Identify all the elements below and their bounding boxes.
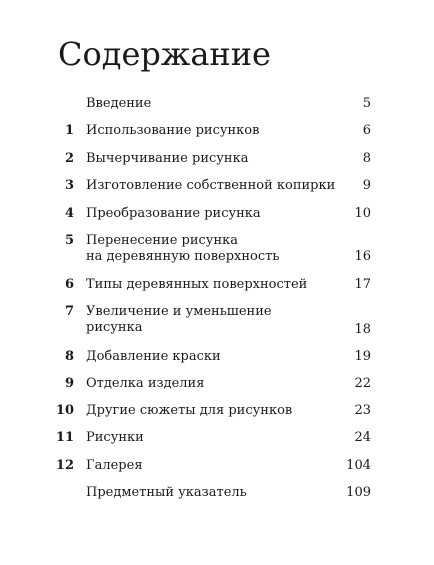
chapter-number: 6 xyxy=(64,277,74,292)
chapter-title xyxy=(86,304,346,336)
chapter-title-line: Перенесение рисунка xyxy=(86,233,238,248)
chapter-title-line: Типы деревянных поверхностей xyxy=(86,277,308,292)
page-number: 10 xyxy=(354,206,371,221)
page-number: 23 xyxy=(354,403,371,418)
chapter-title-line: Использование рисунков xyxy=(86,123,260,138)
chapter-number: 7 xyxy=(64,304,74,319)
page-number: 104 xyxy=(346,458,371,473)
page-number: 109 xyxy=(346,485,371,500)
page-number: 17 xyxy=(354,277,371,292)
chapter-title xyxy=(86,151,346,167)
chapter-title-line: Увеличение и уменьшение xyxy=(86,304,272,319)
page-number: 19 xyxy=(354,349,371,364)
chapter-number: 2 xyxy=(64,151,74,166)
chapter-title xyxy=(86,233,346,265)
chapter-title xyxy=(86,349,346,365)
page-number: 8 xyxy=(362,151,371,166)
page-number: 22 xyxy=(354,376,371,391)
chapter-number: 5 xyxy=(64,233,74,248)
chapter-number: 4 xyxy=(64,206,74,221)
chapter-title-line: на деревянную поверхность xyxy=(86,249,280,264)
chapter-title-line: Изготовление собственной копирки xyxy=(86,178,336,193)
page-number: 24 xyxy=(354,430,371,445)
page-number: 5 xyxy=(362,96,371,111)
chapter-title-line: Предметный указатель xyxy=(86,485,247,500)
chapter-title-line: Другие сюжеты для рисунков xyxy=(86,403,293,418)
chapter-number: 12 xyxy=(55,458,74,473)
chapter-number: 1 xyxy=(64,123,74,138)
chapter-title-line: Преобразование рисунка xyxy=(86,206,261,221)
chapter-title xyxy=(86,123,346,139)
chapter-title xyxy=(86,458,346,474)
page-number: 6 xyxy=(362,123,371,138)
chapter-title xyxy=(86,485,346,501)
chapter-number: 9 xyxy=(64,376,74,391)
chapter-number: 10 xyxy=(55,403,74,418)
page-title: Содержание xyxy=(58,35,271,73)
chapter-title-line: рисунка xyxy=(86,320,143,335)
chapter-title xyxy=(86,403,346,419)
chapter-title-line: Отделка изделия xyxy=(86,376,205,391)
chapter-title-line: Добавление краски xyxy=(86,349,221,364)
page-number: 18 xyxy=(354,322,371,337)
chapter-title xyxy=(86,96,346,112)
page-number: 9 xyxy=(362,178,371,193)
chapter-title-line: Вычерчивание рисунка xyxy=(86,151,249,166)
chapter-title xyxy=(86,178,346,194)
chapter-title-line: Галерея xyxy=(86,458,143,473)
chapter-title xyxy=(86,277,346,293)
chapter-title xyxy=(86,376,346,392)
chapter-title-line: Рисунки xyxy=(86,430,144,445)
page-number: 16 xyxy=(354,249,371,264)
chapter-title-line: Введение xyxy=(86,96,152,111)
chapter-number: 11 xyxy=(55,430,74,445)
chapter-title xyxy=(86,430,346,446)
chapter-title xyxy=(86,206,346,222)
chapter-number: 3 xyxy=(64,178,74,193)
chapter-number: 8 xyxy=(64,349,74,364)
